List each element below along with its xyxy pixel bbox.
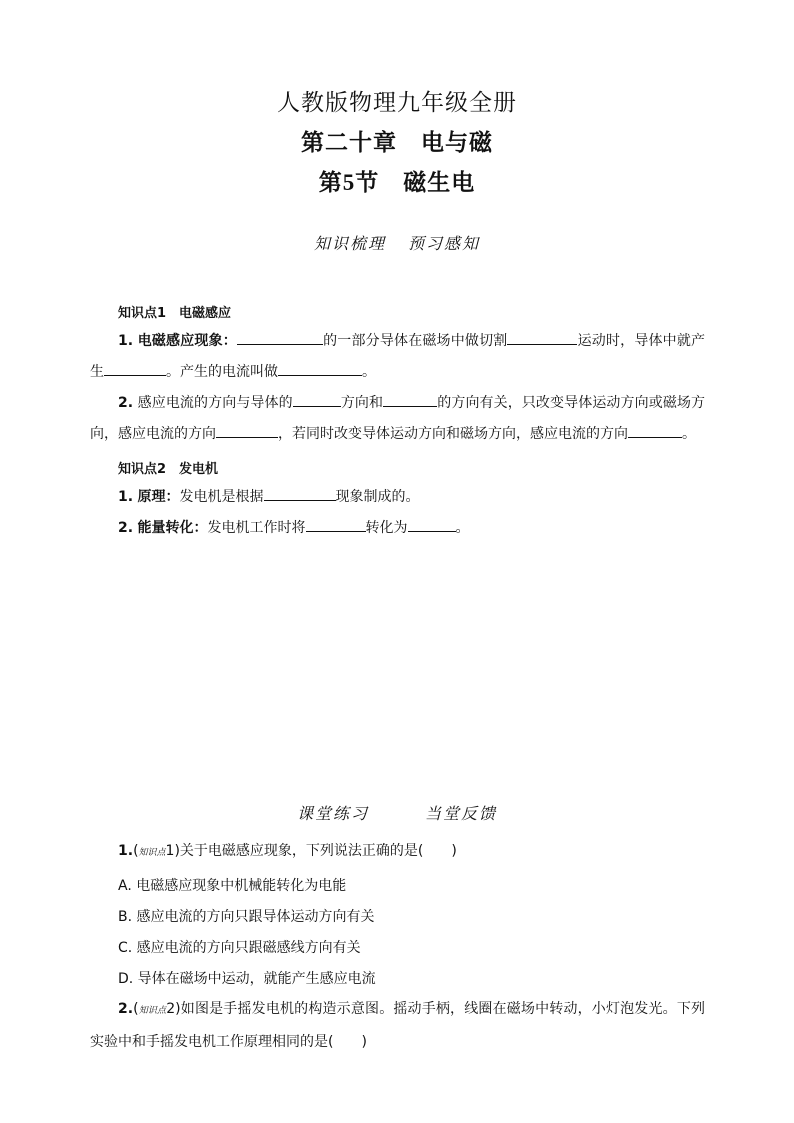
- section-title-prefix: 第: [318, 169, 343, 196]
- question-kp2-1: [90, 482, 705, 513]
- blank: [104, 361, 166, 376]
- section-heading-practice: [0, 801, 794, 824]
- q-number: 2.: [118, 395, 134, 411]
- q-text: 现象制成的。: [335, 489, 420, 505]
- q-term: 原理：: [137, 489, 180, 505]
- q-text: 。: [362, 364, 376, 380]
- blank: [278, 361, 362, 376]
- q-text: 方向和: [340, 395, 384, 411]
- q-text: 发电机工作时将: [207, 520, 306, 536]
- option-c: C. 感应电流的方向只跟磁感线方向有关: [118, 940, 361, 956]
- q-number: 1.: [118, 489, 134, 505]
- q-text: 发电机是根据: [179, 489, 264, 505]
- knowledge-tag: 知识点: [138, 848, 166, 858]
- q-text: 关于电磁感应现象，下列说法正确的是( ): [179, 843, 457, 859]
- blank: [264, 486, 336, 501]
- q-text: 感应电流的方向与导体的: [137, 395, 293, 411]
- section-title: [0, 164, 794, 197]
- blank: [293, 392, 341, 407]
- tag-paren: (: [133, 1001, 139, 1017]
- q-term: 电磁感应现象：: [137, 333, 237, 349]
- book-title: 人教版物理九年级全册: [277, 90, 517, 116]
- exercise-2-stem: [90, 994, 705, 1058]
- q-text: 运动时，导体中就产生: [90, 333, 706, 380]
- exercise-1-stem: [118, 836, 708, 869]
- section-heading-part2: 当堂反馈: [425, 804, 498, 823]
- q-text: 。产生的电流叫做: [166, 364, 278, 380]
- q-text: 如图是手摇发电机的构造示意图。摇动手柄，线圈在磁场中转动，小灯泡发光。下列实验中和手摇发电机工作原理相同的是( ): [90, 1001, 705, 1050]
- tag-paren: (: [133, 843, 139, 859]
- question-kp2-2: [90, 513, 705, 544]
- knowledge-tag: 知识点: [138, 1006, 167, 1016]
- blank: [507, 330, 577, 345]
- q-number: 2.: [118, 1001, 134, 1017]
- option-a: A. 电磁感应现象中机械能转化为电能: [118, 878, 347, 894]
- option-d: D. 导体在磁场中运动，就能产生感应电流: [118, 971, 376, 987]
- knowledge-point-1-label: 知识点1 电磁感应: [118, 306, 232, 321]
- section-heading-part2: 预习感知: [408, 234, 481, 253]
- blank: [216, 423, 278, 438]
- section-heading-part1: 课堂练习: [296, 804, 369, 823]
- blank: [408, 517, 456, 532]
- question-kp1-2: [90, 388, 705, 450]
- q-text: 的方向有关，只改变导体运动方向或磁场方向，感应电流的方向: [90, 395, 706, 442]
- q-text: 。: [682, 426, 696, 442]
- q-term: 能量转化：: [137, 520, 208, 536]
- section-heading-preview: [0, 231, 794, 254]
- q-number: 2.: [118, 520, 134, 536]
- q-number: 1.: [118, 333, 134, 349]
- blank: [383, 392, 437, 407]
- knowledge-point-2-label: 知识点2 发电机: [118, 462, 219, 477]
- blank: [237, 330, 323, 345]
- q-text: 。: [455, 520, 470, 536]
- option-b: B. 感应电流的方向只跟导体运动方向有关: [118, 909, 375, 925]
- q-text: 的一部分导体在磁场中做切割: [322, 333, 508, 349]
- section-number: 5: [342, 170, 356, 195]
- question-kp1-1: [90, 326, 705, 388]
- q-text: 转化为: [365, 520, 408, 536]
- chapter-title: 第二十章 电与磁: [301, 129, 493, 156]
- q-text: ，若同时改变导体运动方向和磁场方向，感应电流的方向: [278, 426, 628, 442]
- knowledge-tag-num: 1): [165, 843, 180, 859]
- q-number: 1.: [118, 843, 134, 859]
- blank: [628, 423, 682, 438]
- knowledge-tag-num: 2): [166, 1001, 181, 1017]
- section-heading-part1: 知识梳理: [313, 234, 386, 253]
- blank: [306, 517, 366, 532]
- section-title-text: 节 磁生电: [355, 169, 476, 196]
